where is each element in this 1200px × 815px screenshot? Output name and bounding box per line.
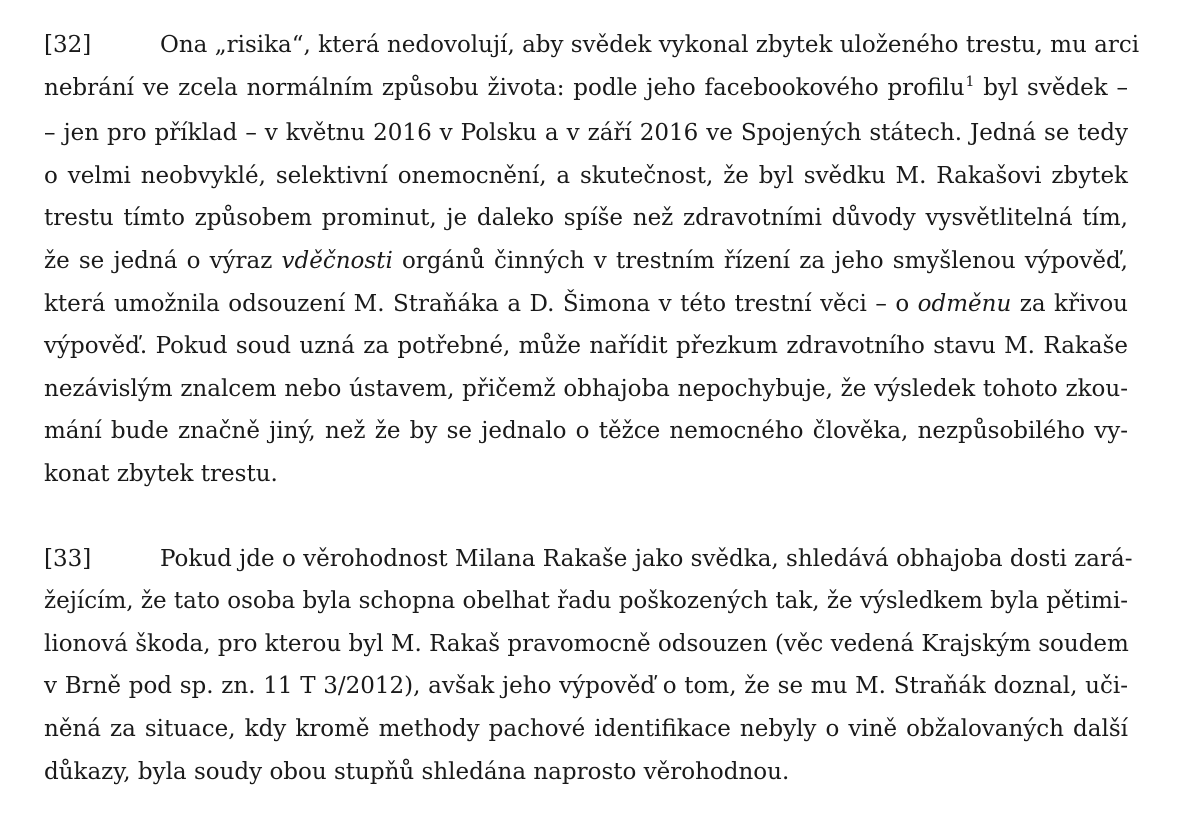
text-run: v Brně pod sp. zn. 11 T 3/2012), avšak jeho výpověď o tom, že se mu M. Straňák doznal, uči- [44,673,1128,700]
paragraph-line [44,325,1128,368]
text-run: výpověď. Pokud soud uzná za potřebné, může nařídit přezkum zdravotního stavu M. Rakaše [44,333,1128,360]
text-run: důkazy, byla soudy obou stupňů shledána naprosto věrohodnou. [44,758,790,785]
emphasis-text: odměnu [917,290,1012,317]
text-run: nezávislým znalcem nebo ústavem, přičemž obhajoba nepochybuje, že výsledek tohoto zkou- [44,375,1128,402]
paragraph-line [44,453,1128,496]
paragraph-line [44,67,1128,113]
paragraph-line [44,240,1128,283]
paragraph-line [44,708,1128,751]
text-run: o velmi neobvyklé, selektivní onemocnění, a skutečnost, že byl svědku M. Rakašovi zbytek [44,162,1128,189]
paragraph-line [44,410,1128,453]
text-run: nebrání ve zcela normálním způsobu života: podle jeho facebookového profilu [44,74,965,101]
text-run: konat zbytek trestu. [44,460,278,487]
text-run: že se jedná o výraz [44,247,282,274]
paragraph-line [44,197,1128,240]
text-run: – jen pro příklad – v květnu 2016 v Polsku a v září 2016 ve Spojených státech. Jedná se tedy [44,120,1128,147]
text-run: lionová škoda, pro kterou byl M. Rakaš pravomocně odsouzen (věc vedená Krajským soudem [44,630,1129,657]
paragraph-1 [44,538,1133,794]
text-run: žejícím, že tato osoba byla schopna obelhat řadu poškozených tak, že výsledkem byla pětimi- [44,588,1129,615]
paragraph-line [44,580,1128,623]
text-run: Ona „risika“, která nedovolují, aby svědek vykonal zbytek uloženého trestu, mu arci [160,32,1140,58]
text-run: byl svědek – [974,74,1128,101]
paragraph-line [44,155,1128,198]
text-run: za křivou [1011,290,1128,317]
paragraph-line [44,368,1128,411]
paragraph-0 [44,24,1140,496]
text-run: mání bude značně jiný, než že by se jednalo o těžce nemocného člověka, nezpůsobilého vy- [44,418,1128,445]
paragraph-line [44,538,1133,581]
emphasis-text: vděčnosti [281,247,393,274]
text-run: trestu tímto způsobem prominut, je daleko spíše než zdravotními důvody vysvětlitelná tím, [44,205,1128,232]
paragraph-line [44,665,1128,708]
document-body [44,24,1200,793]
text-run: která umožnila odsouzení M. Straňáka a D. Šimona v této trestní věci – o [44,290,918,317]
paragraph-line [44,112,1128,155]
paragraph-line [44,751,1128,794]
footnote-marker: 1 [965,73,975,90]
paragraph-number: [32] [44,32,92,58]
text-run: orgánů činných v trestním řízení za jeho smyšlenou výpověď, [392,247,1128,274]
text-run: Pokud jde o věrohodnost Milana Rakaše jako svědka, shledává obhajoba dosti zará- [160,545,1133,572]
paragraph-line [44,283,1128,326]
paragraph-line [44,24,1140,67]
text-run: něná za situace, kdy kromě methody pachové identifikace nebyly o vině obžalovaných další [44,715,1128,742]
paragraph-number: [33] [44,545,92,572]
paragraph-line [44,623,1128,666]
